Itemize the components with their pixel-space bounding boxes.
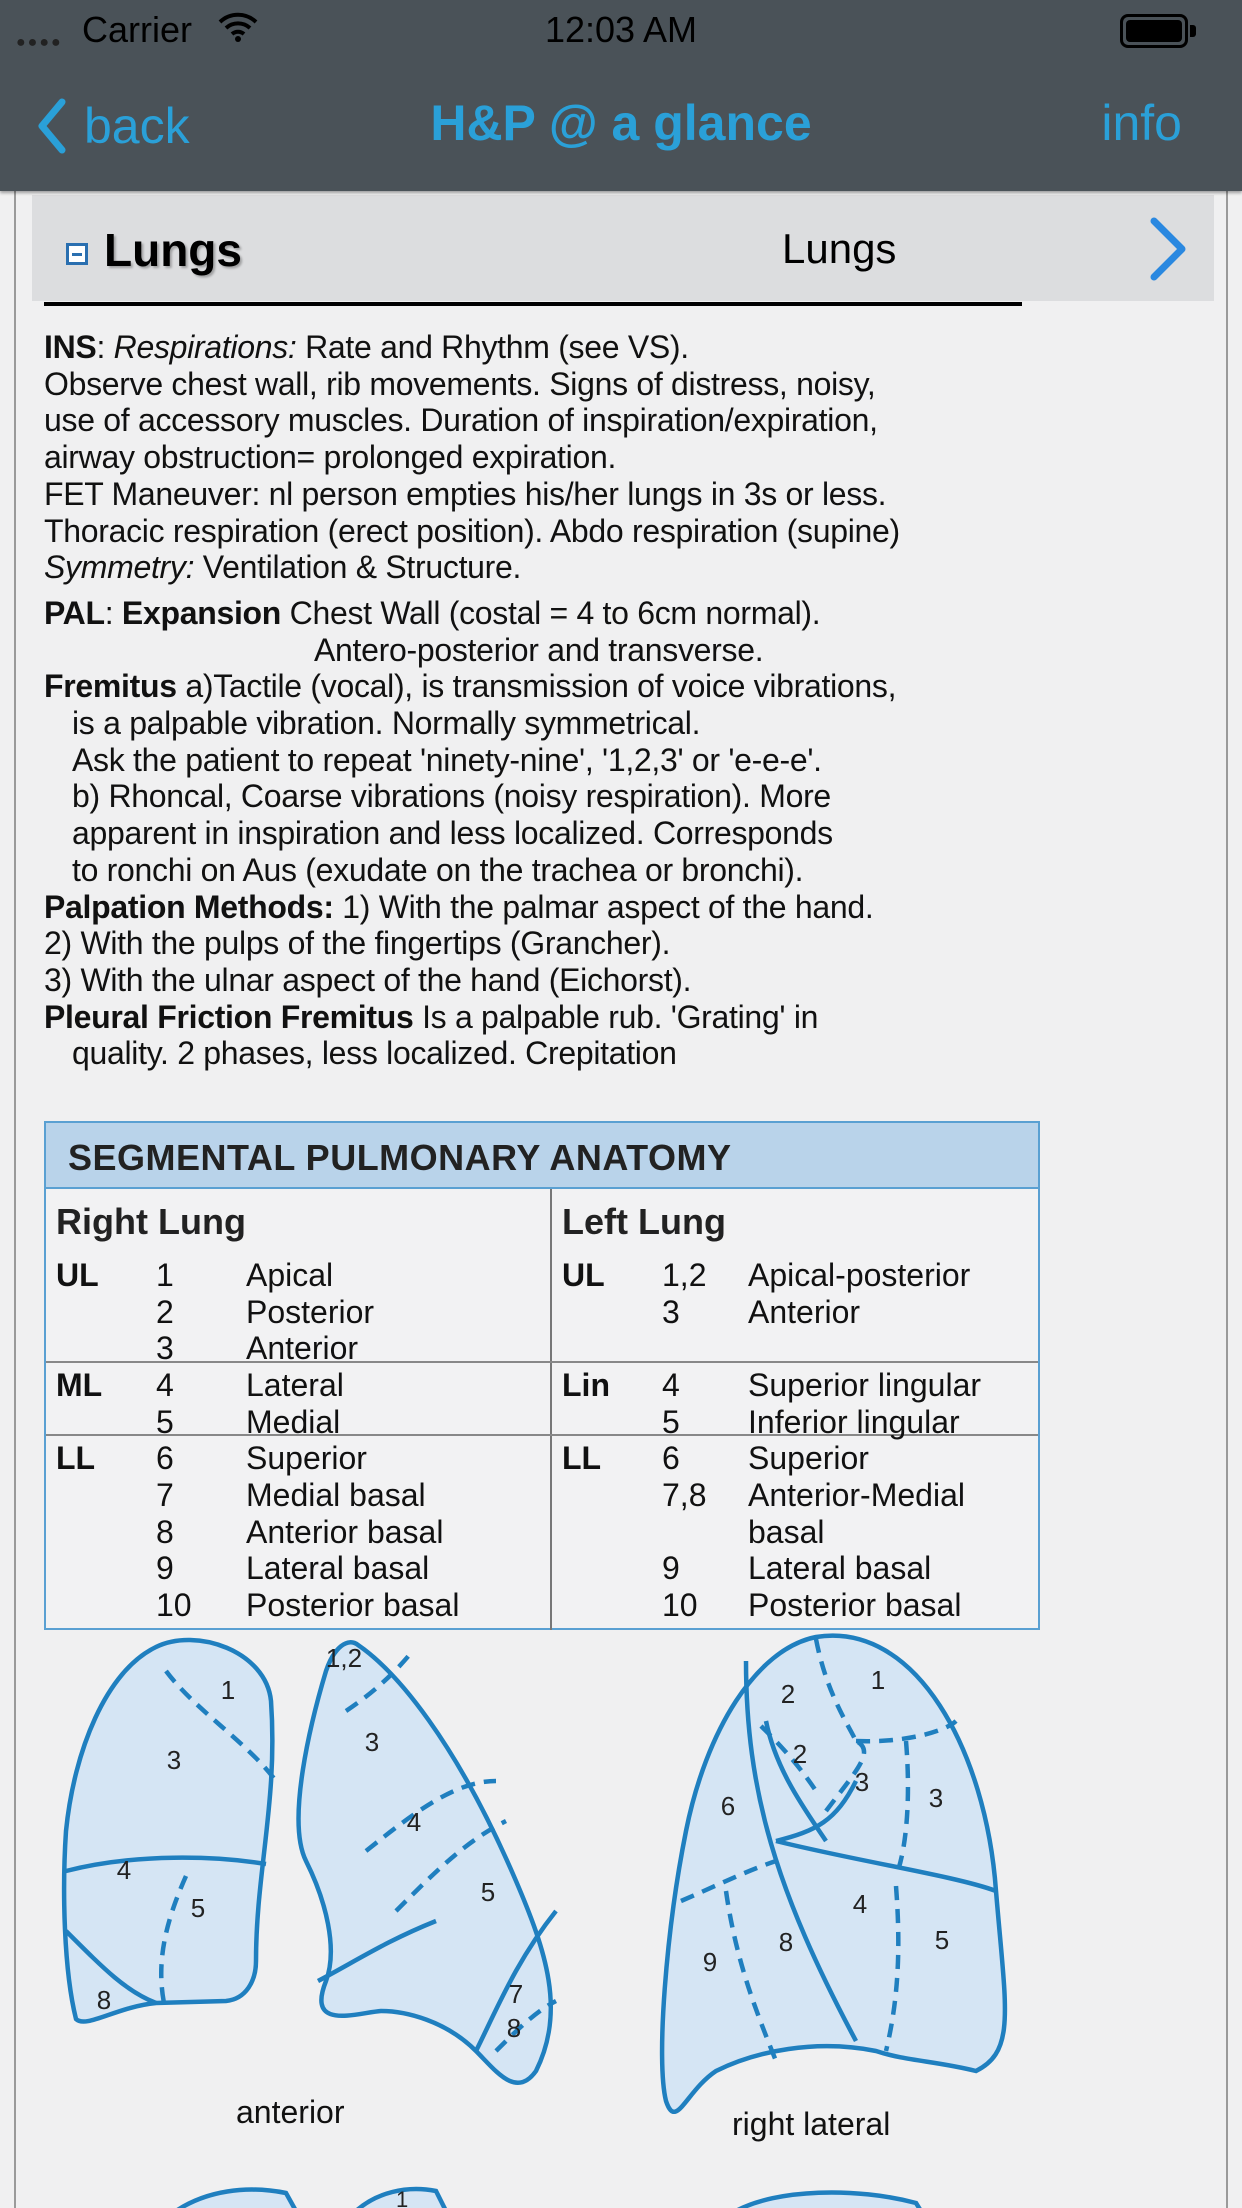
table-title-bar: [46, 1123, 1038, 1189]
right-lung-name-cell: Medial basal: [246, 1477, 426, 1513]
status-bar: [0, 0, 1242, 60]
left-lung-name-cell: Anterior-Medial: [748, 1477, 965, 1513]
section-title: Lungs: [104, 224, 242, 276]
right-lung-name-cell: Medial: [246, 1404, 341, 1440]
notes-line: apparent in inspiration and less localized. Corresponds: [72, 815, 833, 852]
left-lung-name-cell: Superior lingular: [748, 1367, 982, 1403]
section-subtitle: Lungs: [782, 225, 897, 272]
segment-number: 8: [778, 1927, 794, 1957]
segment-number: 3: [928, 1783, 944, 1813]
right-lung-num-cell: 7: [156, 1477, 174, 1513]
collapse-icon[interactable]: [66, 243, 88, 265]
notes-line: 3) With the ulnar aspect of the hand (Eichorst).: [44, 961, 692, 998]
pleural-label: Pleural Friction Fremitus: [44, 998, 414, 1035]
pal-label: PAL: [44, 594, 105, 631]
right-lung-lobe-cell: LL: [56, 1440, 96, 1476]
right-lung-num-cell: 2: [156, 1294, 174, 1330]
carrier-label: Carrier: [82, 9, 193, 50]
right-lateral-label: right lateral: [732, 2106, 891, 2142]
right-lung-num-cell: 8: [156, 1514, 174, 1550]
right-lung-num-cell: 5: [156, 1404, 174, 1440]
segment-number: 1: [870, 1665, 886, 1695]
notes-line: Ask the patient to repeat 'ninety-nine', '1,2,3' or 'e-e-e'.: [72, 741, 822, 778]
right-lung-num-cell: 9: [156, 1550, 174, 1586]
segment-number: 3: [166, 1745, 182, 1775]
left-lung-num-cell: 6: [662, 1440, 680, 1476]
segment-number: 7: [508, 1979, 524, 2009]
segment-number: 2: [792, 1739, 808, 1769]
segment-number: 3: [854, 1767, 870, 1797]
segment-number: 2: [780, 1679, 796, 1709]
segment-number: 5: [480, 1877, 496, 1907]
left-lung-num-cell: 3: [662, 1294, 680, 1330]
notes-line: [44, 595, 1044, 632]
exam-notes: [44, 329, 1044, 1072]
notes-line: [44, 329, 1044, 366]
top-bar: [0, 0, 1242, 191]
pleural-text: Is a palpable rub. 'Grating' in: [413, 998, 819, 1035]
battery-icon: [1120, 14, 1188, 48]
palpation-text: 1) With the palmar aspect of the hand.: [333, 888, 874, 925]
notes-line: to ronchi on Aus (exudate on the trachea or bronchi).: [72, 851, 804, 888]
notes-line: [44, 549, 1044, 586]
right-lung-lobe-cell: UL: [56, 1257, 99, 1293]
left-lung-lobe-cell: UL: [562, 1257, 605, 1293]
nav-title: H&P @ a glance: [430, 95, 812, 151]
segment-number: 6: [720, 1791, 736, 1821]
section-header[interactable]: [32, 195, 1214, 301]
right-lung-name-cell: Posterior basal: [246, 1587, 460, 1623]
left-lung-num-cell: 4: [662, 1367, 680, 1403]
right-lung-name-cell: Posterior: [246, 1294, 375, 1330]
anterior-right-lung: [64, 1640, 272, 2022]
right-lung-name-cell: Anterior: [246, 1330, 359, 1366]
right-lung-header: Right Lung: [56, 1201, 246, 1242]
left-lung-name-cell: Lateral basal: [748, 1550, 932, 1586]
left-lung-num-cell: 10: [662, 1587, 698, 1623]
left-lung-num-cell: 5: [662, 1404, 680, 1440]
partial-segment-label: 1: [396, 2187, 409, 2208]
right-lung-lobe-cell: ML: [56, 1367, 103, 1403]
symmetry-label: Symmetry:: [44, 549, 195, 586]
right-lung-name-cell: Apical: [246, 1257, 334, 1293]
segment-number: 1: [220, 1675, 236, 1705]
segment-number: 3: [364, 1727, 380, 1757]
segment-number: 4: [852, 1889, 868, 1919]
segment-number: 1,2: [325, 1643, 363, 1673]
left-lung-name-cell: Superior: [748, 1440, 869, 1476]
back-label: back: [84, 98, 190, 154]
navigation-bar: [0, 90, 1242, 170]
expansion-label: Expansion: [121, 594, 282, 631]
respirations-text: Rate and Rhythm (see VS).: [296, 329, 689, 365]
segment-number: 5: [934, 1925, 950, 1955]
palpation-label: Palpation Methods:: [44, 888, 334, 925]
right-lung-name-cell: Superior: [246, 1440, 367, 1476]
left-lung-header: Left Lung: [562, 1201, 726, 1242]
left-lung-lobe-cell: LL: [562, 1440, 602, 1476]
info-button[interactable]: info: [1101, 95, 1182, 151]
segment-number: 4: [116, 1855, 132, 1885]
left-lung-num-cell: 7,8: [662, 1477, 707, 1513]
right-lateral-lung: [662, 1636, 1005, 2112]
notes-line: [44, 889, 1044, 926]
left-lung-lobe-cell: Lin: [562, 1367, 610, 1403]
chevron-right-icon[interactable]: [1142, 215, 1190, 283]
notes-line: 2) With the pulps of the fingertips (Grancher).: [44, 925, 671, 962]
content-page: [14, 191, 1228, 2208]
notes-line: Thoracic respiration (erect position). Abdo respiration (supine): [44, 512, 900, 549]
notes-line: b) Rhoncal, Coarse vibrations (noisy respiration). More: [72, 778, 831, 815]
left-lung-name-cell: Posterior basal: [748, 1587, 962, 1623]
notes-line: Antero-posterior and transverse.: [314, 631, 764, 668]
respirations-label: Respirations:: [113, 329, 297, 365]
right-lung-name-cell: Lateral basal: [246, 1550, 430, 1586]
notes-line: [44, 668, 1044, 705]
right-lung-name-cell: Lateral: [246, 1367, 344, 1403]
segment-number: 8: [96, 1985, 112, 2015]
colon: :: [104, 594, 122, 631]
right-lung-name-cell: Anterior basal: [246, 1514, 444, 1550]
table-divider: [550, 1189, 552, 1630]
header-divider: [44, 302, 1022, 306]
partial-lung-diagrams: [176, 2181, 1076, 2208]
status-time: 12:03 AM: [544, 9, 698, 50]
notes-line: airway obstruction= prolonged expiration.: [44, 439, 617, 476]
left-lung-name-cell: Inferior lingular: [748, 1404, 960, 1440]
segmental-anatomy-table: [44, 1121, 1040, 1630]
right-lung-num-cell: 4: [156, 1367, 174, 1403]
left-lung-name-cell: basal: [748, 1514, 825, 1550]
right-lung-num-cell: 10: [156, 1587, 192, 1623]
notes-line: use of accessory muscles. Duration of inspiration/expiration,: [44, 402, 878, 439]
left-lung-name-cell: Anterior: [748, 1294, 861, 1330]
symmetry-text: Ventilation & Structure.: [194, 549, 522, 586]
left-lung-num-cell: 9: [662, 1550, 680, 1586]
segment-number: 9: [702, 1947, 718, 1977]
notes-line: quality. 2 phases, less localized. Crepitation: [72, 1035, 677, 1072]
anterior-label: anterior: [236, 2094, 345, 2130]
expansion-text: Chest Wall (costal = 4 to 6cm normal).: [281, 594, 821, 631]
signal-icon: ●●●●: [16, 34, 63, 51]
segment-number: 4: [406, 1807, 422, 1837]
ins-label: INS: [44, 329, 97, 365]
right-lung-num-cell: 6: [156, 1440, 174, 1476]
notes-line: Observe chest wall, rib movements. Signs of distress, noisy,: [44, 365, 876, 402]
right-lung-num-cell: 3: [156, 1330, 174, 1366]
notes-line: is a palpable vibration. Normally symmetrical.: [72, 705, 701, 742]
fremitus-text: a)Tactile (vocal), is transmission of voice vibrations,: [176, 668, 897, 705]
right-lung-num-cell: 1: [156, 1257, 174, 1293]
segment-number: 5: [190, 1893, 206, 1923]
fremitus-label: Fremitus: [44, 668, 177, 705]
left-lung-name-cell: Apical-posterior: [748, 1257, 971, 1293]
notes-line: FET Maneuver: nl person empties his/her lungs in 3s or less.: [44, 475, 887, 512]
table-row-divider: [46, 1361, 1038, 1363]
left-lung-num-cell: 1,2: [662, 1257, 707, 1293]
segment-number: 8: [506, 2013, 522, 2043]
colon: :: [96, 329, 106, 365]
table-title: SEGMENTAL PULMONARY ANATOMY: [68, 1137, 732, 1178]
notes-line: [44, 999, 1044, 1036]
